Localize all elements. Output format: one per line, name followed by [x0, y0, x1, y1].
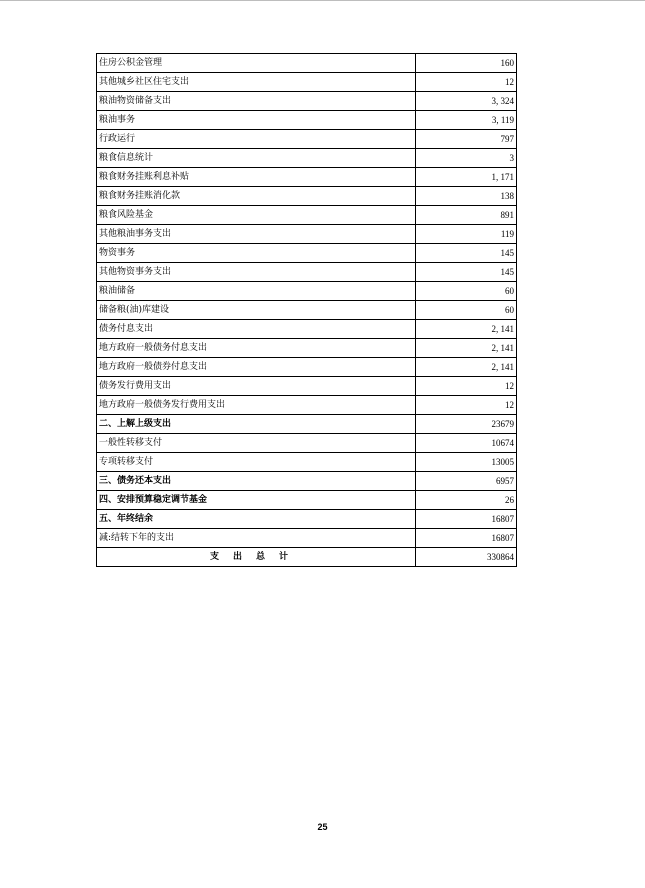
- item-amount: 16807: [416, 510, 517, 529]
- item-amount: 16807: [416, 529, 517, 548]
- item-name: 减:结转下年的支出: [97, 529, 416, 548]
- expenditure-table: [96, 53, 517, 567]
- table-row: [97, 415, 517, 434]
- item-amount: 60: [416, 282, 517, 301]
- table-row: [97, 187, 517, 206]
- item-name: 二、上解上级支出: [97, 415, 416, 434]
- expenditure-table-body: [97, 54, 517, 567]
- item-amount: 3: [416, 149, 517, 168]
- item-amount: 26: [416, 491, 517, 510]
- item-amount: 12: [416, 396, 517, 415]
- table-row: [97, 92, 517, 111]
- table-row: [97, 168, 517, 187]
- item-name: 四、安排预算稳定调节基金: [97, 491, 416, 510]
- item-name: 其他城乡社区住宅支出: [97, 73, 416, 92]
- item-amount: 1, 171: [416, 168, 517, 187]
- item-name: 专项转移支付: [97, 453, 416, 472]
- total-amount: 330864: [416, 548, 517, 567]
- table-row: [97, 377, 517, 396]
- item-amount: 797: [416, 130, 517, 149]
- item-name: 三、债务还本支出: [97, 472, 416, 491]
- table-row: [97, 510, 517, 529]
- item-name: 粮食风险基金: [97, 206, 416, 225]
- item-amount: 145: [416, 263, 517, 282]
- item-amount: 3, 119: [416, 111, 517, 130]
- item-name: 物资事务: [97, 244, 416, 263]
- item-name: 行政运行: [97, 130, 416, 149]
- page-number: 25: [317, 822, 328, 832]
- table-row: [97, 111, 517, 130]
- item-amount: 12: [416, 377, 517, 396]
- item-name: 粮食财务挂账消化款: [97, 187, 416, 206]
- table-row: [97, 453, 517, 472]
- item-amount: 2, 141: [416, 339, 517, 358]
- item-name: 粮油物资储备支出: [97, 92, 416, 111]
- item-amount: 119: [416, 225, 517, 244]
- item-amount: 160: [416, 54, 517, 73]
- item-amount: 6957: [416, 472, 517, 491]
- item-amount: 138: [416, 187, 517, 206]
- item-name: 储备粮(油)库建设: [97, 301, 416, 320]
- item-name: 五、年终结余: [97, 510, 416, 529]
- item-name: 债务发行费用支出: [97, 377, 416, 396]
- table-row: [97, 149, 517, 168]
- table-row: [97, 54, 517, 73]
- table-row: [97, 225, 517, 244]
- item-name: 粮食信息统计: [97, 149, 416, 168]
- item-amount: 891: [416, 206, 517, 225]
- item-amount: 2, 141: [416, 320, 517, 339]
- table-row: [97, 434, 517, 453]
- item-amount: 10674: [416, 434, 517, 453]
- item-name: 粮食财务挂账利息补贴: [97, 168, 416, 187]
- top-rule: [0, 0, 645, 1]
- table-row: [97, 206, 517, 225]
- item-amount: 60: [416, 301, 517, 320]
- item-amount: 23679: [416, 415, 517, 434]
- table-row: [97, 472, 517, 491]
- table-row: [97, 491, 517, 510]
- table-row: [97, 130, 517, 149]
- table-row: [97, 282, 517, 301]
- item-name: 粮油事务: [97, 111, 416, 130]
- table-row: [97, 358, 517, 377]
- item-name: 一般性转移支付: [97, 434, 416, 453]
- total-row: [97, 548, 517, 567]
- table-row: [97, 339, 517, 358]
- item-name: 粮油储备: [97, 282, 416, 301]
- item-name: 地方政府一般债券付息支出: [97, 358, 416, 377]
- item-name: 其他粮油事务支出: [97, 225, 416, 244]
- item-name: 住房公积金管理: [97, 54, 416, 73]
- total-label: 支出总计: [97, 548, 416, 567]
- item-amount: 2, 141: [416, 358, 517, 377]
- table-row: [97, 244, 517, 263]
- item-amount: 3, 324: [416, 92, 517, 111]
- item-name: 其他物资事务支出: [97, 263, 416, 282]
- table-row: [97, 529, 517, 548]
- item-amount: 13005: [416, 453, 517, 472]
- table-row: [97, 73, 517, 92]
- item-name: 地方政府一般债务付息支出: [97, 339, 416, 358]
- table-row: [97, 396, 517, 415]
- item-name: 地方政府一般债务发行费用支出: [97, 396, 416, 415]
- table-row: [97, 263, 517, 282]
- table-row: [97, 301, 517, 320]
- item-amount: 12: [416, 73, 517, 92]
- table-row: [97, 320, 517, 339]
- item-amount: 145: [416, 244, 517, 263]
- item-name: 债务付息支出: [97, 320, 416, 339]
